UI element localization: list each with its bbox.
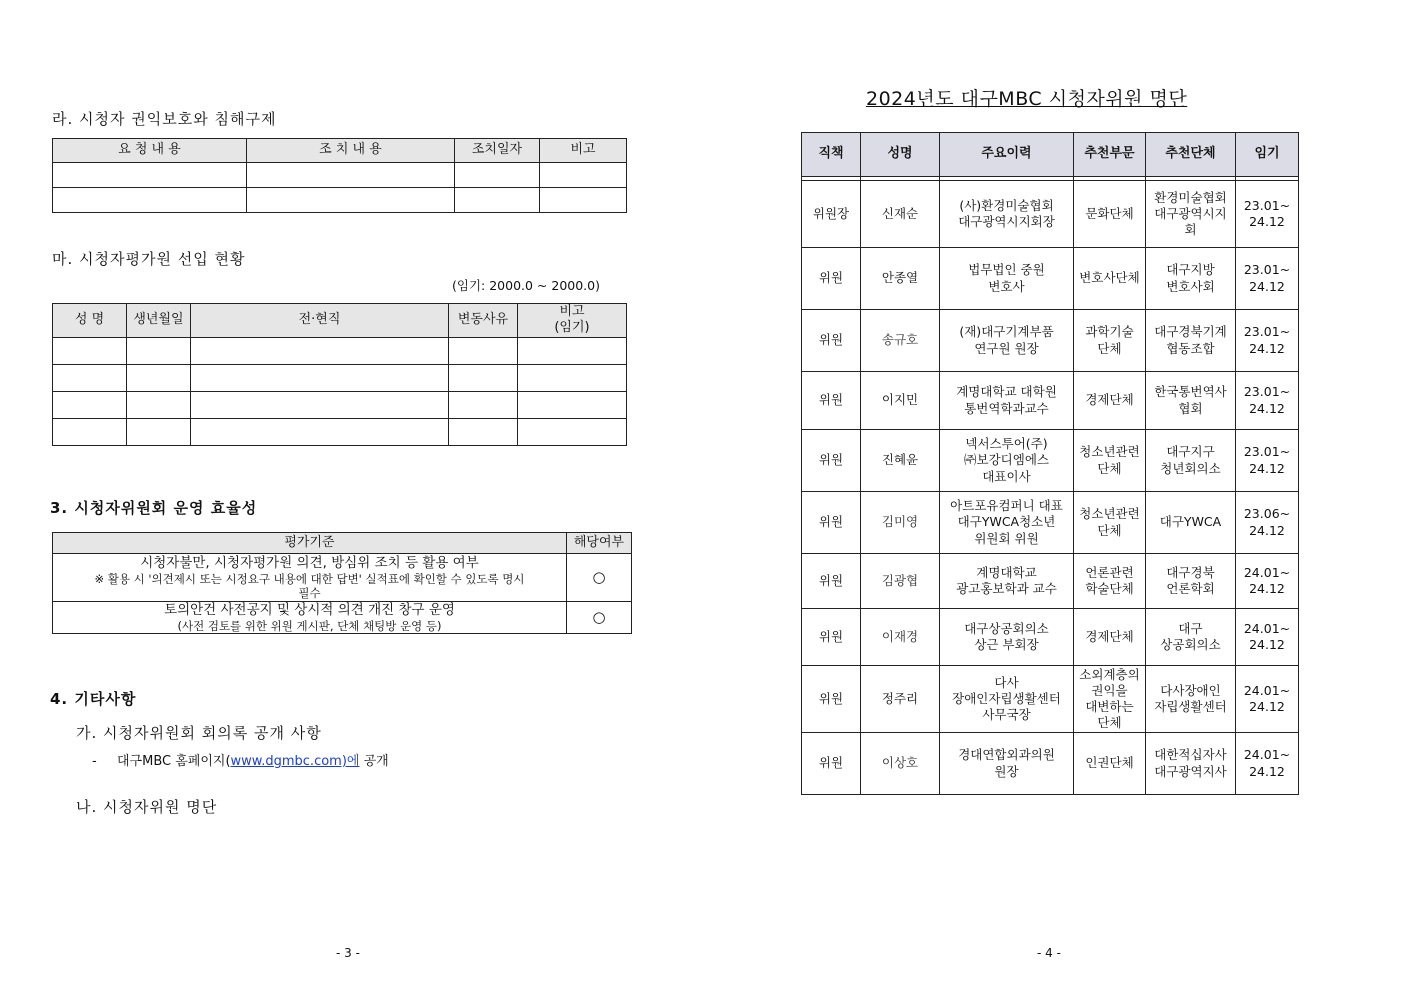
member-org-line: 협회	[1178, 400, 1203, 416]
member-org	[1146, 492, 1236, 554]
member-career	[940, 554, 1074, 609]
table-row	[802, 554, 1299, 609]
member-career-line: 사무국장	[982, 707, 1031, 723]
member-career-line: 위원회 위원	[974, 530, 1039, 546]
member-org-line: 언론학회	[1166, 581, 1215, 596]
table-row	[802, 666, 1299, 733]
member-term-line: 24.12	[1249, 214, 1285, 229]
member-sector-line: 인권단체	[1085, 755, 1134, 771]
member-term-line: 24.01~	[1243, 620, 1291, 636]
criteria-main: 토의안건 사전공지 및 상시적 의견 개진 창구 운영	[164, 602, 455, 618]
criteria-main: 시청자불만, 시청자평가원 의견, 방심위 조치 등 활용 여부	[140, 554, 479, 571]
member-term-line: 24.12	[1249, 581, 1285, 596]
member-name: 이재경	[861, 609, 940, 666]
member-org-line: 대한적십자사	[1154, 747, 1227, 763]
member-role: 위원	[802, 430, 861, 492]
member-term	[1236, 492, 1299, 554]
member-sector	[1074, 248, 1146, 310]
homepage-bullet	[92, 750, 389, 769]
member-role: 위원장	[802, 181, 861, 248]
table-row	[802, 310, 1299, 372]
table-row	[53, 391, 627, 418]
member-term-line: 23.01~	[1243, 197, 1291, 213]
member-term	[1236, 372, 1299, 430]
col-member-name: 성명	[861, 133, 940, 177]
member-term	[1236, 248, 1299, 310]
remark-label: 비고	[559, 304, 585, 319]
member-term-line: 23.01~	[1243, 262, 1291, 278]
member-org-line: 다사장애인	[1160, 682, 1221, 698]
member-org-line: 대구YWCA	[1159, 514, 1222, 530]
member-role: 위원	[802, 372, 861, 430]
member-career-line: 다사	[994, 674, 1019, 690]
member-org-line: 대구경북기계	[1154, 324, 1227, 340]
member-term-line: 24.12	[1249, 278, 1285, 294]
table-row	[53, 188, 627, 213]
member-career-line: 변호사	[988, 278, 1025, 294]
member-term-line: 24.01~	[1243, 564, 1291, 580]
member-sector	[1074, 666, 1146, 733]
member-term	[1236, 609, 1299, 666]
member-org	[1146, 372, 1236, 430]
col-term: 임기	[1236, 133, 1299, 177]
col-remark-term	[518, 304, 627, 338]
member-role: 위원	[802, 248, 861, 310]
criteria-note: ※ 활용 시 '의견제시 또는 시정요구 내용에 대한 답변' 실적표에 확인할 수 있도록 명시	[94, 571, 525, 586]
member-sector-line: 경제단체	[1085, 392, 1134, 408]
member-org-line: 대구지방	[1166, 262, 1215, 278]
member-career-line: 원장	[994, 763, 1019, 779]
member-sector	[1074, 492, 1146, 554]
member-org-line: 대구광역시지	[1154, 205, 1227, 221]
member-org-line: 변호사회	[1166, 278, 1215, 294]
member-name: 송규호	[861, 310, 940, 372]
col-career: 주요이력	[940, 133, 1074, 177]
homepage-link[interactable]: www.dgmbc.com)에	[230, 754, 360, 769]
member-career-line: 통번역학과교수	[964, 400, 1049, 416]
member-career-line: 대표이사	[982, 468, 1031, 484]
member-name: 김광협	[861, 554, 940, 609]
member-sector	[1074, 733, 1146, 795]
table-row	[802, 733, 1299, 795]
col-criteria: 평가기준	[53, 533, 567, 554]
member-role: 위원	[802, 492, 861, 554]
member-role: 위원	[802, 609, 861, 666]
bullet-suffix: 공개	[359, 754, 389, 769]
member-career-line: 대구광역시지회장	[958, 214, 1055, 229]
member-career-line: 넥서스투어(주)	[965, 436, 1048, 452]
roster-item: 나. 시청자위원 명단	[76, 798, 218, 816]
member-name: 정주리	[861, 666, 940, 733]
member-career-line: 대구YWCA청소년	[957, 514, 1056, 530]
roster-table	[801, 132, 1299, 795]
table-row	[802, 248, 1299, 310]
bullet-prefix: 대구MBC 홈페이지(	[116, 754, 231, 769]
member-career-line: 아트포유컴퍼니 대표	[950, 498, 1063, 514]
member-name: 이지민	[861, 372, 940, 430]
member-term-line: 23.01~	[1243, 384, 1291, 400]
member-career	[940, 666, 1074, 733]
member-sector-line: 단체	[1097, 460, 1122, 476]
member-career	[940, 609, 1074, 666]
member-career-line: 경대연합외과의원	[958, 747, 1055, 763]
member-term-line: 24.12	[1249, 400, 1285, 416]
member-name: 안종열	[861, 248, 940, 310]
col-action-date: 조치일자	[455, 139, 540, 163]
table-row	[53, 602, 632, 634]
member-career	[940, 733, 1074, 795]
table-row	[802, 430, 1299, 492]
member-term-line: 23.01~	[1243, 324, 1291, 340]
member-career-line: 법무법인 중원	[968, 262, 1045, 278]
col-org: 추천단체	[1146, 133, 1236, 177]
member-sector-line: 과학기술	[1085, 324, 1134, 340]
member-sector-line: 대변하는	[1085, 699, 1134, 714]
table-row	[53, 163, 627, 188]
member-sector-line: 청소년관련	[1079, 444, 1140, 460]
member-name: 이상호	[861, 733, 940, 795]
member-career-line: 장애인자립생활센터	[952, 690, 1061, 706]
col-note: 비고	[540, 139, 627, 163]
member-career	[940, 248, 1074, 310]
member-org-line: 협동조합	[1166, 340, 1215, 356]
member-sector	[1074, 310, 1146, 372]
col-role: 직책	[802, 133, 861, 177]
col-sector: 추천부문	[1074, 133, 1146, 177]
member-term-line: 23.01~	[1243, 444, 1291, 460]
member-org-line: 상공회의소	[1160, 637, 1221, 652]
member-term-line: 24.01~	[1243, 682, 1291, 698]
member-org-line: 대구	[1178, 620, 1203, 636]
col-birthdate: 생년월일	[127, 304, 191, 338]
col-name: 성 명	[53, 304, 127, 338]
member-career-line: 연구원 원장	[974, 340, 1039, 356]
roster-title: 2024년도 대구MBC 시청자위원 명단	[866, 88, 1188, 110]
member-org-line: 한국통번역사	[1154, 384, 1227, 400]
member-career	[940, 372, 1074, 430]
applicable-mark: ○	[567, 602, 632, 634]
table-row	[53, 418, 627, 445]
table-row	[53, 364, 627, 391]
member-term-line: 24.12	[1249, 522, 1285, 538]
member-sector	[1074, 430, 1146, 492]
table-row	[802, 492, 1299, 554]
member-sector-line: 학술단체	[1085, 581, 1134, 596]
member-career-line: 계명대학교	[976, 564, 1037, 580]
term-note: (임기: 2000.0 ~ 2000.0)	[452, 278, 600, 293]
section-ma-title: 마. 시청자평가원 선입 현황	[52, 250, 246, 268]
member-career-line: 대구상공회의소	[964, 620, 1049, 636]
member-sector	[1074, 554, 1146, 609]
member-name: 김미영	[861, 492, 940, 554]
member-role: 위원	[802, 733, 861, 795]
member-org	[1146, 310, 1236, 372]
evaluator-table	[52, 303, 627, 446]
member-sector-line: 언론관련	[1085, 564, 1134, 580]
col-change-reason: 변동사유	[449, 304, 518, 338]
member-org-line: 대구광역지사	[1154, 763, 1227, 779]
col-action: 조 치 내 용	[247, 139, 455, 163]
efficiency-table	[52, 532, 632, 634]
member-career	[940, 181, 1074, 248]
member-name: 진혜윤	[861, 430, 940, 492]
table-row	[802, 181, 1299, 248]
member-career-line: 상근 부회장	[974, 637, 1039, 652]
member-role: 위원	[802, 554, 861, 609]
member-sector-line: 청소년관련	[1079, 506, 1140, 522]
member-sector-line: 문화단체	[1085, 205, 1134, 221]
member-sector	[1074, 372, 1146, 430]
member-role: 위원	[802, 666, 861, 733]
member-term-line: 24.12	[1249, 637, 1285, 652]
member-term	[1236, 554, 1299, 609]
col-request: 요 청 내 용	[53, 139, 247, 163]
member-term	[1236, 666, 1299, 733]
member-org-line: 대구지구	[1166, 444, 1215, 460]
member-term	[1236, 310, 1299, 372]
criteria-note: (사전 검토를 위한 위원 게시판, 단체 채팅방 운영 등)	[177, 618, 442, 633]
table-row	[802, 609, 1299, 666]
member-sector	[1074, 181, 1146, 248]
member-org	[1146, 666, 1236, 733]
member-org	[1146, 733, 1236, 795]
member-sector-line: 권익을	[1091, 682, 1128, 698]
member-org-line: 자립생활센터	[1154, 699, 1227, 714]
section4-title: 4. 기타사항	[50, 690, 137, 708]
member-sector-line: 변호사단체	[1079, 270, 1140, 286]
member-org	[1146, 609, 1236, 666]
section3-title: 3. 시청자위원회 운영 효율성	[50, 499, 258, 517]
member-sector-line: 단체	[1097, 340, 1122, 356]
member-name: 신재순	[861, 181, 940, 248]
member-sector-line: 단체	[1097, 715, 1122, 731]
criteria-note-cont: 필수	[298, 585, 321, 600]
page-number-right: - 4 -	[1037, 946, 1061, 960]
request-table	[52, 138, 627, 213]
member-career-line: ㈜보강디엠에스	[964, 452, 1049, 468]
member-career-line: 계명대학교 대학원	[956, 384, 1057, 400]
member-org	[1146, 181, 1236, 248]
member-term	[1236, 430, 1299, 492]
member-org	[1146, 554, 1236, 609]
member-term-line: 24.12	[1249, 340, 1285, 356]
page-number-left: - 3 -	[336, 946, 360, 960]
member-org-line: 환경미술협회	[1154, 189, 1227, 205]
member-term-line: 24.12	[1249, 460, 1285, 476]
member-org-line: 대구경북	[1166, 564, 1215, 580]
member-term-line: 24.12	[1249, 763, 1285, 779]
member-career-line: (재)대구기계부품	[959, 324, 1054, 340]
bullet-dash: -	[92, 754, 97, 769]
col-position: 전·현직	[191, 304, 449, 338]
member-org-line: 회	[1184, 222, 1197, 238]
member-sector-line: 단체	[1097, 522, 1122, 538]
table-row	[53, 337, 627, 364]
member-career	[940, 310, 1074, 372]
member-sector-line: 소외계층의	[1079, 666, 1140, 682]
member-term	[1236, 733, 1299, 795]
member-career-line: 광고홍보학과 교수	[956, 581, 1057, 596]
col-applicable: 해당여부	[567, 533, 632, 554]
minutes-item: 가. 시청자위원회 회의록 공개 사항	[76, 724, 322, 742]
member-career	[940, 492, 1074, 554]
member-term-line: 24.01~	[1243, 747, 1291, 763]
member-sector-line: 경제단체	[1085, 628, 1134, 644]
table-row	[53, 554, 632, 602]
term-label: (임기)	[554, 320, 590, 336]
member-org	[1146, 248, 1236, 310]
member-org-line: 청년회의소	[1160, 460, 1221, 476]
member-role: 위원	[802, 310, 861, 372]
member-career	[940, 430, 1074, 492]
section-la-title: 라. 시청자 권익보호와 침해구제	[52, 110, 277, 128]
member-term-line: 24.12	[1249, 699, 1285, 714]
member-career-line: (사)환경미술협회	[959, 197, 1054, 213]
member-term	[1236, 181, 1299, 248]
applicable-mark: ○	[567, 554, 632, 602]
member-sector	[1074, 609, 1146, 666]
member-org	[1146, 430, 1236, 492]
table-row	[802, 372, 1299, 430]
member-term-line: 23.06~	[1243, 506, 1291, 522]
